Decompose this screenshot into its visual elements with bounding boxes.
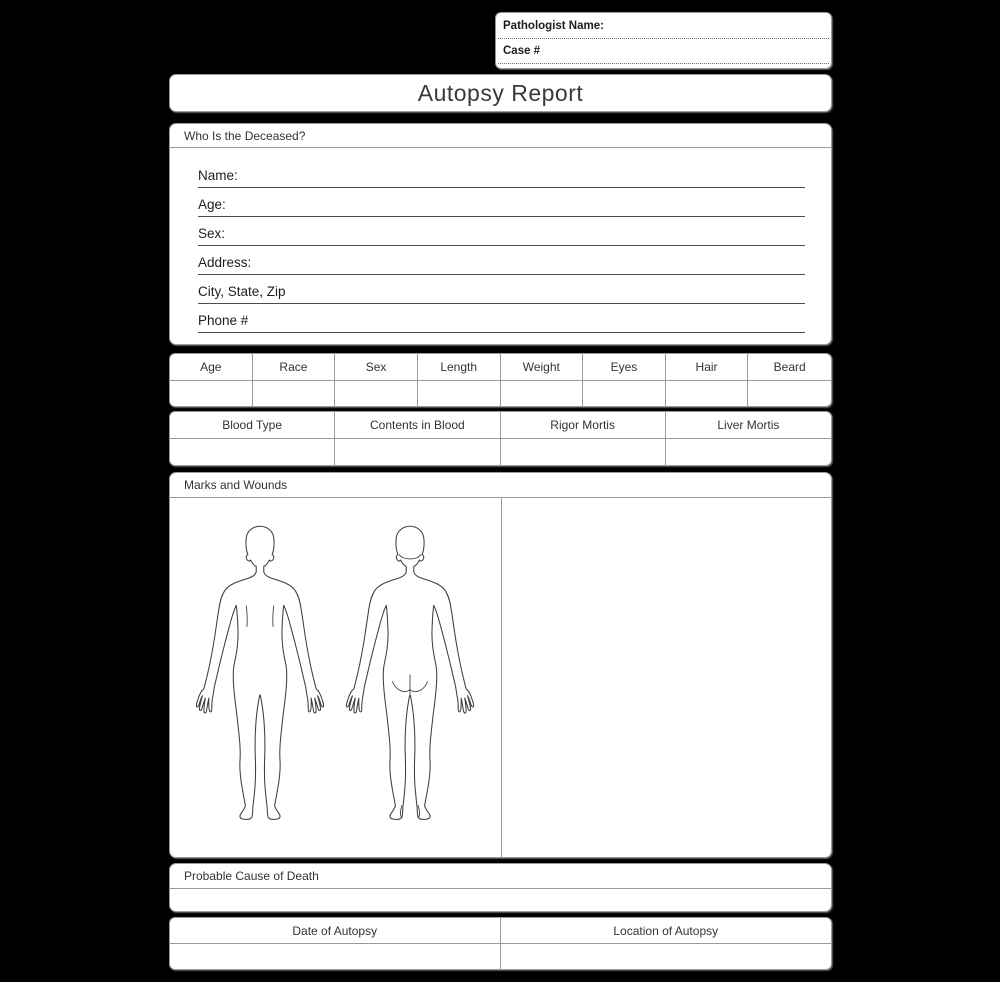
col-header-location-of-autopsy: Location of Autopsy: [613, 923, 719, 938]
address-field[interactable]: Address:: [198, 246, 805, 275]
col-header-hair: Hair: [666, 354, 749, 380]
col-header-sex: Sex: [335, 354, 418, 380]
empty-cell[interactable]: [335, 381, 418, 407]
blood-table-entry-row: [170, 439, 831, 465]
age-field[interactable]: Age:: [198, 188, 805, 217]
physical-table-entry-row: [170, 381, 831, 407]
physical-characteristics-table: [169, 353, 832, 407]
marks-and-wounds-section: [169, 472, 832, 858]
empty-cell[interactable]: [170, 381, 253, 407]
empty-cell[interactable]: [501, 944, 832, 969]
deceased-fields: [170, 148, 831, 333]
col-header-liver-mortis: Liver Mortis: [717, 418, 780, 432]
empty-cell[interactable]: [170, 944, 501, 969]
col-header-length: Length: [418, 354, 501, 380]
marks-notes-area[interactable]: [502, 498, 831, 858]
body-back-figure: [339, 514, 481, 832]
empty-cell[interactable]: [583, 381, 666, 407]
empty-cell[interactable]: [335, 439, 500, 465]
empty-cell[interactable]: [501, 381, 584, 407]
empty-cell[interactable]: [418, 381, 501, 407]
cause-section-header: Probable Cause of Death: [170, 864, 831, 889]
autopsy-table-entry-row: [170, 944, 831, 969]
body-front-diagram-icon: [189, 514, 331, 832]
cause-entry-field[interactable]: [170, 889, 831, 912]
pathologist-name-label: Pathologist Name:: [503, 20, 604, 32]
marks-section-header: Marks and Wounds: [170, 473, 831, 498]
col-header-beard: Beard: [773, 359, 806, 374]
report-title-box: [169, 74, 832, 112]
col-header-date-of-autopsy: Date of Autopsy: [170, 918, 501, 943]
name-field[interactable]: Name:: [198, 159, 805, 188]
cause-of-death-section: [169, 863, 832, 912]
case-number-field[interactable]: [498, 39, 829, 64]
phone-field[interactable]: Phone #: [198, 304, 805, 333]
body-back-diagram-icon: [339, 514, 481, 832]
empty-cell[interactable]: [666, 381, 749, 407]
pathologist-name-field[interactable]: [498, 14, 829, 39]
col-header-contents-in-blood: Contents in Blood: [335, 412, 500, 438]
city-state-zip-field[interactable]: City, State, Zip: [198, 275, 805, 304]
case-number-label: Case #: [503, 45, 541, 57]
case-header-box: [495, 12, 832, 69]
col-header-age: Age: [170, 354, 253, 380]
blood-table-header-row: [170, 412, 831, 439]
deceased-section: [169, 123, 832, 345]
marks-body: [170, 498, 831, 858]
physical-table-header-row: [170, 354, 831, 381]
empty-cell[interactable]: [666, 439, 831, 465]
empty-cell[interactable]: [253, 381, 336, 407]
deceased-section-header: Who Is the Deceased?: [170, 124, 831, 148]
blood-mortis-table: [169, 411, 832, 466]
empty-cell[interactable]: [170, 439, 335, 465]
col-header-weight: Weight: [501, 354, 584, 380]
col-header-rigor-mortis: Rigor Mortis: [501, 412, 666, 438]
autopsy-date-location-table: [169, 917, 832, 970]
col-header-blood-type: Blood Type: [170, 412, 335, 438]
empty-cell[interactable]: [501, 439, 666, 465]
body-front-figure: [189, 514, 331, 832]
empty-cell[interactable]: [748, 381, 831, 407]
page-title: Autopsy Report: [417, 80, 584, 106]
sex-field[interactable]: Sex:: [198, 217, 805, 246]
col-header-eyes: Eyes: [583, 354, 666, 380]
autopsy-table-header-row: [170, 918, 831, 944]
col-header-race: Race: [253, 354, 336, 380]
